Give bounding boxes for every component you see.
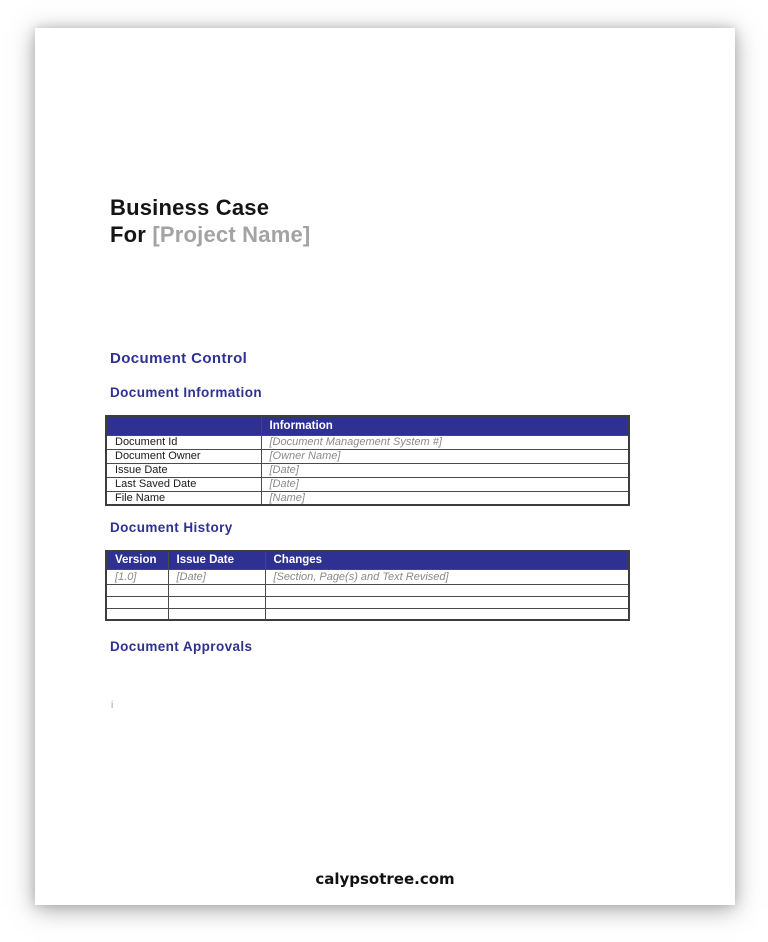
info-row-label: Last Saved Date <box>106 477 261 491</box>
history-issue-date-cell <box>168 584 265 596</box>
heading-document-control: Document Control <box>110 350 248 367</box>
history-header-issue-date: Issue Date <box>168 551 265 569</box>
info-row-label: Document Owner <box>106 449 261 463</box>
info-row-value: [Date] <box>261 477 629 491</box>
heading-document-approvals: Document Approvals <box>110 639 253 654</box>
history-issue-date-cell <box>168 608 265 620</box>
project-name-placeholder: [Project Name] <box>152 222 311 247</box>
history-table-header-row <box>106 551 629 569</box>
info-table-corner-cell <box>106 416 261 435</box>
info-row-value: [Owner Name] <box>261 449 629 463</box>
title-line-2 <box>110 221 310 248</box>
history-issue-date-cell: [Date] <box>168 569 265 584</box>
heading-document-information: Document Information <box>110 385 262 400</box>
info-row-label: Issue Date <box>106 463 261 477</box>
info-row-label: Document Id <box>106 435 261 449</box>
history-header-changes: Changes <box>265 551 629 569</box>
history-issue-date-cell <box>168 596 265 608</box>
page-number: i <box>111 700 114 711</box>
history-changes-cell <box>265 608 629 620</box>
table-row <box>106 449 629 463</box>
heading-document-history: Document History <box>110 520 233 535</box>
history-version-cell <box>106 584 168 596</box>
history-version-cell <box>106 608 168 620</box>
table-row <box>106 435 629 449</box>
table-row <box>106 477 629 491</box>
document-information-table <box>105 415 630 506</box>
title-line-1: Business Case <box>110 195 270 220</box>
table-row <box>106 491 629 505</box>
table-row <box>106 569 629 584</box>
history-version-cell <box>106 596 168 608</box>
document-page <box>35 28 735 905</box>
history-header-version: Version <box>106 551 168 569</box>
info-row-value: [Document Management System #] <box>261 435 629 449</box>
table-row <box>106 463 629 477</box>
table-row <box>106 596 629 608</box>
info-table-information-header: Information <box>261 416 629 435</box>
info-row-value: [Name] <box>261 491 629 505</box>
info-table-header-row <box>106 416 629 435</box>
document-title <box>110 194 310 248</box>
table-row <box>106 584 629 596</box>
document-history-table <box>105 550 630 621</box>
table-row <box>106 608 629 620</box>
title-for-prefix: For <box>110 222 153 247</box>
history-changes-cell <box>265 596 629 608</box>
info-row-value: [Date] <box>261 463 629 477</box>
history-changes-cell <box>265 584 629 596</box>
history-changes-cell: [Section, Page(s) and Text Revised] <box>265 569 629 584</box>
footer-site-name: calypsotree.com <box>315 870 455 888</box>
history-version-cell: [1.0] <box>106 569 168 584</box>
info-row-label: File Name <box>106 491 261 505</box>
